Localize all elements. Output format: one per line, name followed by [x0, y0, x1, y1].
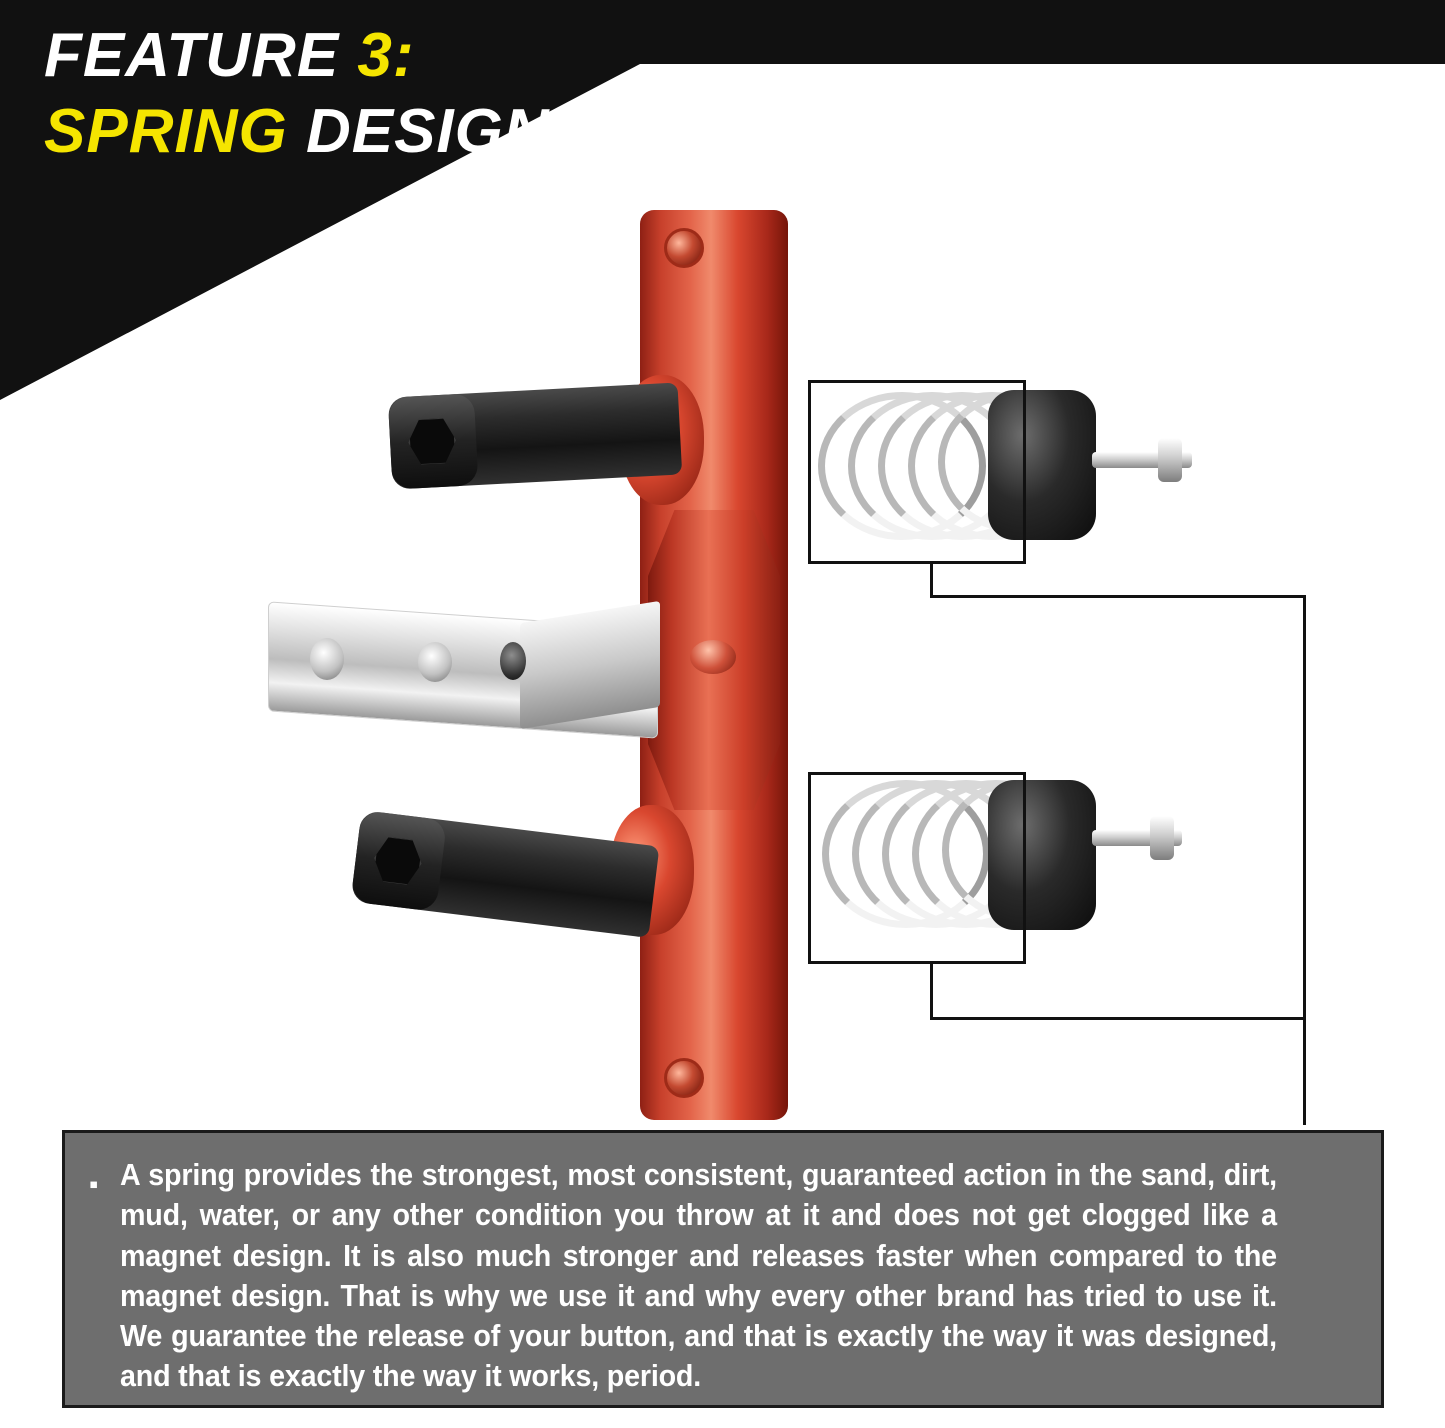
callout-leader-line — [930, 1017, 1306, 1020]
spring-callout-box-bottom — [808, 772, 1026, 964]
title-design-text: DESIGN — [287, 96, 550, 166]
description-text: A spring provides the strongest, most consistent, guaranteed action in the sand, dirt, mud, water, or any other condition you throw at it and does not get clogged like a magnet design. It is also much stronger and releases faster when compared to the magnet design. That is why we use it and why every other brand has tried to use it. We guarantee the release of your button, and that is exactly the way it was designed, and that is exactly the way it works, period. — [120, 1158, 1278, 1394]
page-title — [44, 18, 550, 169]
callout-leader-line — [930, 564, 933, 598]
callout-leader-line-main — [1303, 595, 1306, 1125]
bolt-head-bottom — [351, 810, 448, 912]
hex-bolt-top — [388, 382, 682, 489]
hex-socket-icon — [407, 416, 457, 466]
silver-bar-thread-detail — [310, 638, 344, 680]
plunger-pin-cap-top — [1158, 438, 1182, 482]
description-panel — [62, 1130, 1384, 1408]
silver-bar-tip — [520, 601, 660, 729]
title-line-2 — [44, 94, 550, 170]
title-feature-text: FEATURE — [44, 21, 358, 90]
product-illustration — [0, 180, 1445, 1160]
silver-bar-hole-detail — [418, 642, 452, 682]
title-spring-text: SPRING — [44, 96, 288, 166]
silver-bar-bore-detail — [500, 642, 526, 680]
plunger-pin-cap-bottom — [1150, 816, 1174, 860]
title-feature-number: 3: — [357, 21, 415, 90]
bracket-hole-middle — [690, 640, 736, 674]
bracket-hole-top — [664, 228, 704, 268]
spring-callout-box-top — [808, 380, 1026, 564]
callout-leader-line — [930, 595, 1306, 598]
bracket-hole-bottom — [664, 1058, 704, 1098]
callout-leader-line — [930, 964, 933, 1020]
title-line-1 — [44, 18, 550, 94]
bolt-head-top — [388, 393, 479, 489]
hex-bolt-bottom — [351, 810, 660, 938]
bullet-icon: ▪ — [89, 1169, 99, 1199]
hex-socket-icon — [371, 834, 424, 887]
